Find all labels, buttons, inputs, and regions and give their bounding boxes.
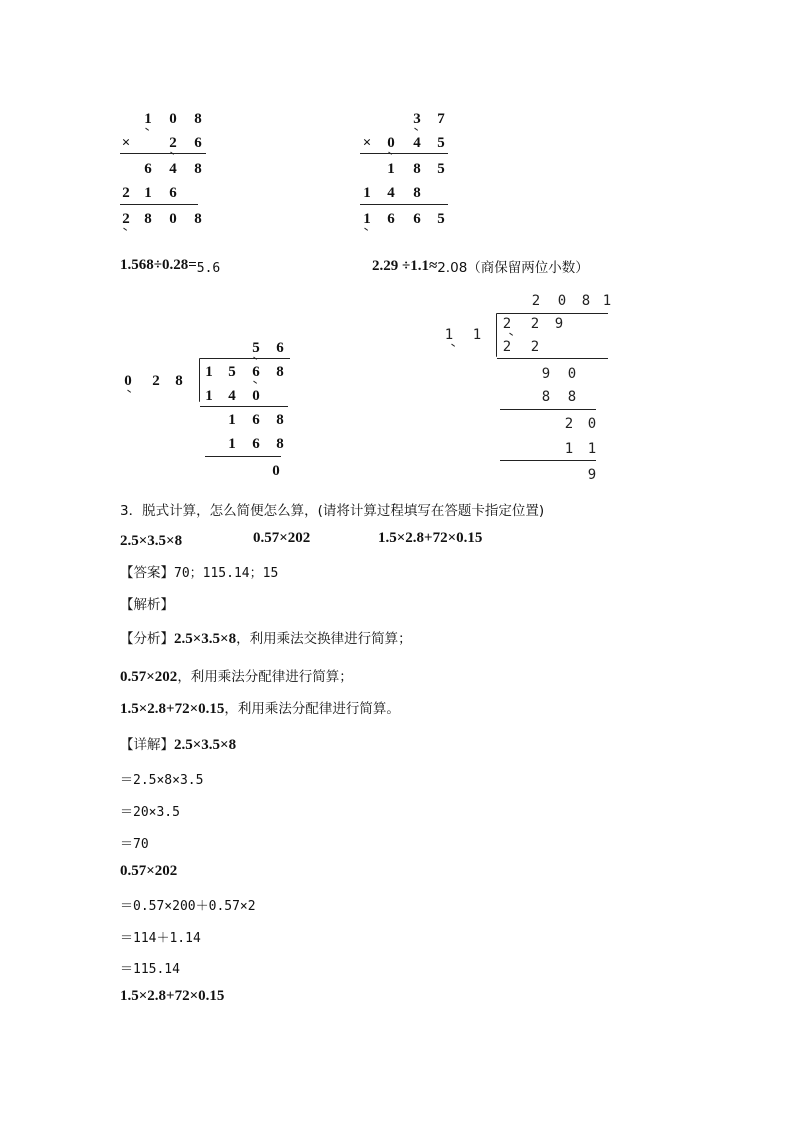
step-line: ＝2.5×8×3.5 — [120, 773, 204, 788]
digit: 1 — [363, 211, 371, 227]
expression: 0.57×202 — [120, 669, 178, 685]
step-digit: 8 — [276, 412, 284, 428]
digit: 0 — [387, 135, 395, 151]
decimal-mark — [509, 330, 515, 336]
rule-line — [497, 358, 608, 359]
digit: 8 — [413, 185, 421, 201]
step-digit: 2 — [530, 339, 540, 355]
dividend-digit: 6 — [252, 364, 260, 380]
detail-label: 【详解】 — [120, 737, 174, 753]
rule-line — [360, 204, 448, 205]
step-digit: 8 — [541, 389, 551, 405]
quotient-digit: 0 — [557, 293, 567, 309]
digit: 5 — [437, 211, 445, 227]
digit: 1 — [387, 161, 395, 177]
digit: 1 — [363, 185, 371, 201]
digit: 8 — [413, 161, 421, 177]
equation-answer: 2.08（商保留两位小数） — [437, 260, 589, 276]
quotient-digit: 1 — [602, 293, 612, 309]
equation-2 — [372, 254, 589, 275]
step-digit: 9 — [541, 366, 551, 382]
divisor-digit: 2 — [152, 373, 160, 389]
step-digit: 1 — [564, 441, 574, 457]
rule-line — [500, 460, 596, 461]
explanation: ，利用乘法交换律进行简算； — [236, 631, 412, 647]
digit: 4 — [387, 185, 395, 201]
step-digit: 1 — [228, 436, 236, 452]
equation-expression: 2.29 ÷1.1≈ — [372, 258, 438, 274]
quotient-digit: 2 — [531, 293, 541, 309]
step-digit: 8 — [276, 436, 284, 452]
fenxi-line-2 — [120, 665, 353, 686]
dividend-digit: 9 — [554, 316, 564, 332]
step-line: ＝114＋1.14 — [120, 931, 201, 946]
dividend-digit: 2 — [502, 316, 512, 332]
equation-1 — [120, 254, 220, 274]
digit: 5 — [437, 135, 445, 151]
decimal-mark — [145, 125, 151, 131]
divisor-digit: 0 — [124, 373, 132, 389]
step-line: ＝70 — [120, 837, 149, 852]
decimal-mark — [364, 225, 370, 231]
remainder: 0 — [272, 463, 280, 479]
expression: 2.5×3.5×8 — [174, 631, 237, 647]
division-bar — [200, 358, 290, 359]
explanation: ，利用乘法分配律进行简算； — [177, 669, 353, 685]
step-digit: 0 — [587, 416, 597, 432]
quotient-digit: 5 — [252, 340, 260, 356]
fenxi-line-3 — [120, 697, 400, 718]
expression: 0.57×202 — [120, 863, 178, 879]
quotient-digit: 6 — [276, 340, 284, 356]
digit: 0 — [169, 211, 177, 227]
times-sign: × — [121, 135, 131, 151]
step-digit: 0 — [252, 388, 260, 404]
dividend-digit: 5 — [228, 364, 236, 380]
step-digit: 6 — [252, 412, 260, 428]
analysis-title: 【解析】 — [120, 597, 174, 613]
digit: 2 — [169, 135, 177, 151]
answer-value: 70；115.14；15 — [174, 566, 279, 581]
step-digit: 1 — [228, 412, 236, 428]
digit: 7 — [437, 111, 445, 127]
question-items — [120, 530, 483, 550]
question-item: 2.5×3.5×8 — [120, 533, 183, 549]
step-digit: 4 — [228, 388, 236, 404]
step-line: ＝20×3.5 — [120, 805, 180, 820]
digit: 1 — [144, 111, 152, 127]
question-item: 0.57×202 — [253, 530, 311, 546]
decimal-mark — [414, 125, 420, 131]
digit: 8 — [194, 161, 202, 177]
step-digit: 2 — [564, 416, 574, 432]
digit: 3 — [413, 111, 421, 127]
equation-expression: 1.568÷0.28= — [120, 257, 197, 273]
decimal-mark — [253, 378, 259, 384]
dividend-digit: 2 — [530, 316, 540, 332]
step-line: ＝115.14 — [120, 962, 180, 977]
fenxi-label: 【分析】 — [120, 631, 174, 647]
fenxi-line-1 — [120, 627, 412, 648]
step-digit: 0 — [567, 366, 577, 382]
divisor-digit: 1 — [472, 327, 482, 343]
digit: 6 — [413, 211, 421, 227]
digit: 6 — [194, 135, 202, 151]
expression: 1.5×2.8+72×0.15 — [120, 988, 225, 1004]
rule-line — [500, 409, 596, 410]
times-sign: × — [362, 135, 372, 151]
step-digit: 8 — [567, 389, 577, 405]
digit: 6 — [169, 185, 177, 201]
question-title: 3．脱式计算，怎么简便怎么算，(请将计算过程填写在答题卡指定位置) — [120, 503, 545, 519]
answer-line — [120, 561, 278, 581]
expression: 2.5×3.5×8 — [174, 737, 237, 753]
decimal-mark — [127, 387, 133, 393]
answer-label: 【答案】 — [120, 565, 174, 581]
equation-answer: 5.6 — [196, 261, 221, 276]
remainder: 9 — [587, 467, 597, 483]
rule-line — [360, 153, 448, 154]
dividend-digit: 1 — [205, 364, 213, 380]
decimal-mark — [451, 341, 457, 347]
digit: 1 — [144, 185, 152, 201]
digit: 2 — [122, 185, 130, 201]
digit: 4 — [169, 161, 177, 177]
detail-line — [120, 733, 236, 754]
digit: 5 — [437, 161, 445, 177]
rule-line — [120, 153, 206, 154]
quotient-digit: 8 — [581, 293, 591, 309]
digit: 6 — [144, 161, 152, 177]
rule-line — [200, 406, 288, 407]
digit: 2 — [122, 211, 130, 227]
decimal-mark — [123, 225, 129, 231]
step-digit: 6 — [252, 436, 260, 452]
rule-line — [205, 456, 281, 457]
step-digit: 2 — [502, 339, 512, 355]
digit: 8 — [194, 111, 202, 127]
divisor-digit: 1 — [444, 327, 454, 343]
question-item: 1.5×2.8+72×0.15 — [378, 530, 483, 546]
digit: 4 — [413, 135, 421, 151]
digit: 0 — [169, 111, 177, 127]
explanation: ，利用乘法分配律进行简算。 — [224, 701, 400, 717]
digit: 8 — [144, 211, 152, 227]
dividend-digit: 8 — [276, 364, 284, 380]
step-digit: 1 — [205, 388, 213, 404]
division-bar — [497, 313, 608, 314]
digit: 8 — [194, 211, 202, 227]
step-digit: 1 — [587, 441, 597, 457]
rule-line — [120, 204, 198, 205]
digit: 6 — [387, 211, 395, 227]
expression: 1.5×2.8+72×0.15 — [120, 701, 225, 717]
divisor-digit: 8 — [175, 373, 183, 389]
step-line: ＝0.57×200＋0.57×2 — [120, 899, 256, 914]
